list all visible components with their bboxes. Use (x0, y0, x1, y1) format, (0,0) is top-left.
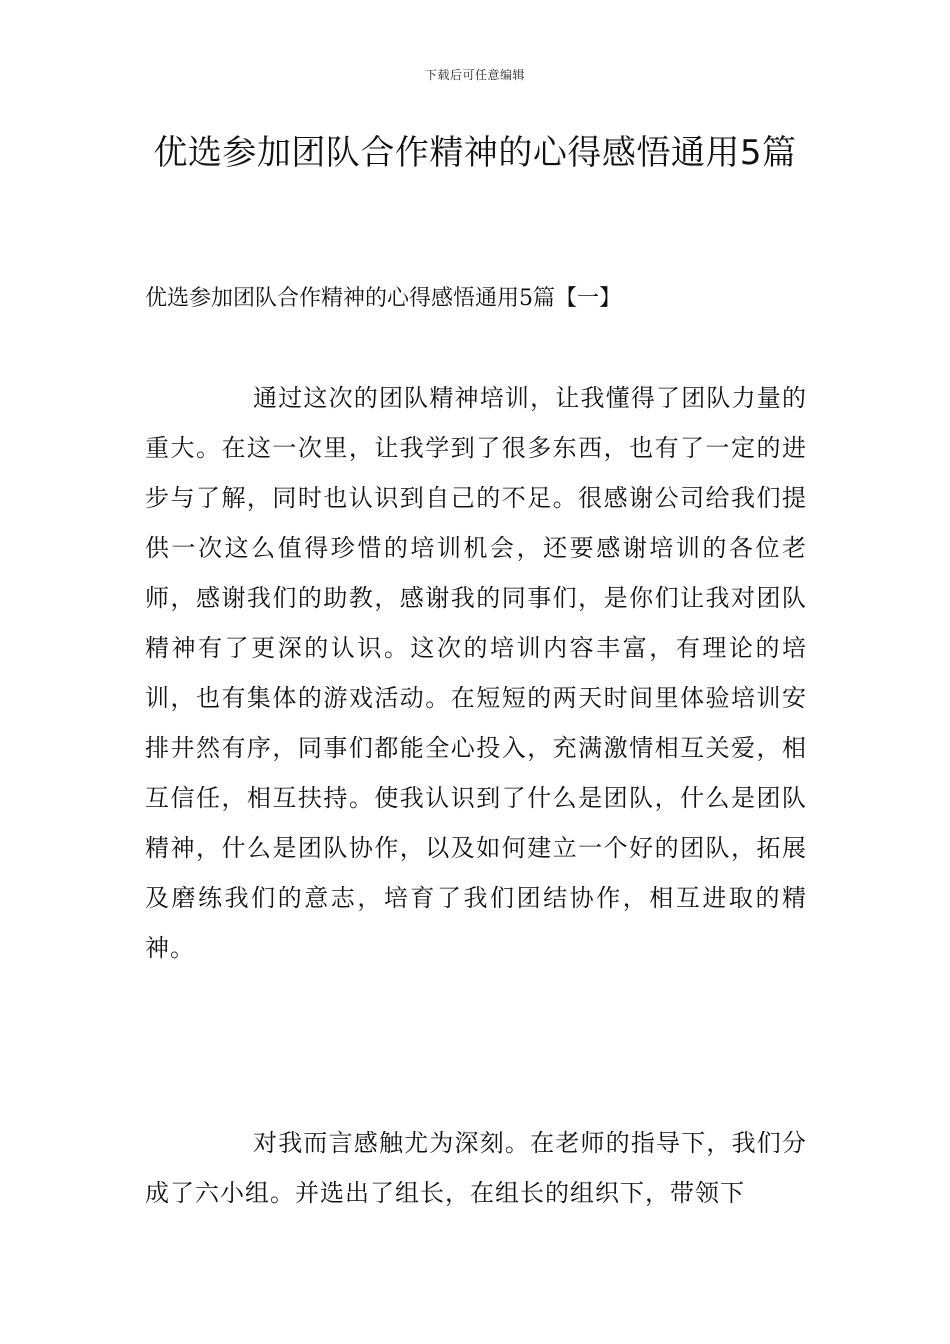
body-paragraph: 通过这次的团队精神培训，让我懂得了团队力量的重大。在这一次里，让我学到了很多东西，也有了一定的进步与了解，同时也认识到自己的不足。很感谢公司给我们提供一次这么值得珍惜的培训机会，还要感谢培训的各位老师，感谢我们的助教，感谢我的同事们，是你们让我对团队精神有了更深的认识。这次的培训内容丰富，有理论的培训，也有集体的游戏活动。在短短的两天时间里体验培训安排井然有序，同事们都能全心投入，充满激情相互关爱，相互信任，相互扶持。使我认识到了什么是团队，什么是团队精神，什么是团队协作，以及如何建立一个好的团队，拓展及磨练我们的意志，培育了我们团结协作，相互进取的精神。 (145, 384, 807, 962)
body-paragraph: 对我而言感触尤为深刻。在老师的指导下，我们分成了六小组。并选出了组长，在组长的组织下，带领下 (145, 1129, 807, 1207)
document-title: 优选参加团队合作精神的心得感悟通用5篇 (153, 133, 797, 173)
section-heading: 优选参加团队合作精神的心得感悟通用5篇【一】 (145, 286, 621, 311)
header-note: 下载后可任意编辑 (424, 68, 525, 82)
